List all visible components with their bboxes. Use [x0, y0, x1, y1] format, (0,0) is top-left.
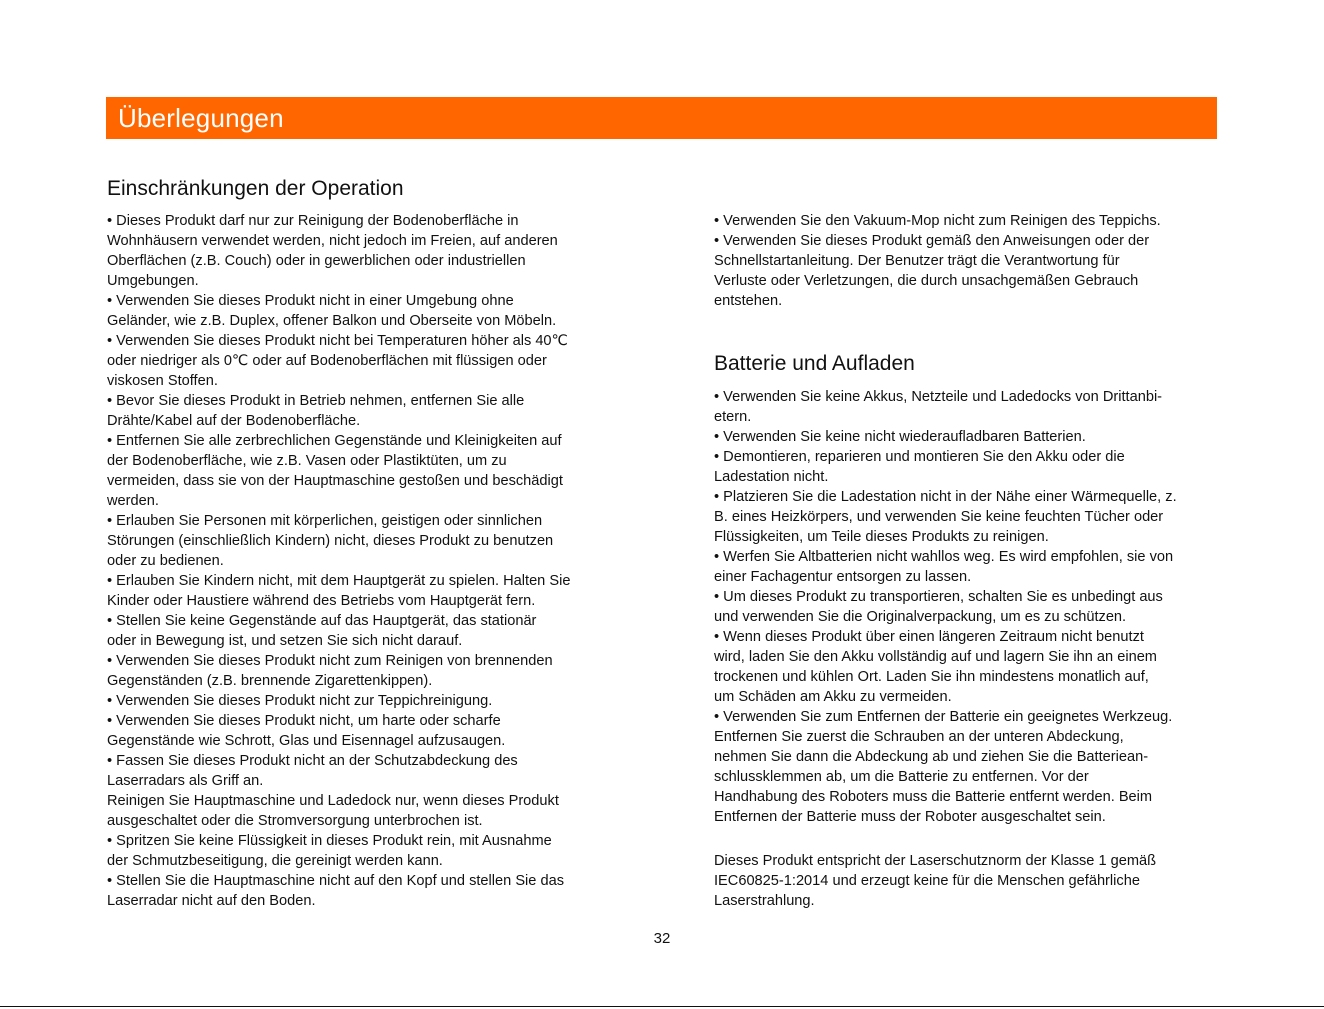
text-line: wird, laden Sie den Akku vollständig auf und lagern Sie ihn an einem: [714, 649, 1157, 665]
text-line: werden.: [107, 493, 159, 509]
text-line: Handhabung des Roboters muss die Batterie entfernt werden. Beim: [714, 789, 1153, 805]
text-line: • Verwenden Sie keine nicht wiederaufladbaren Batterien.: [714, 429, 1086, 445]
text-line: Schnellstartanleitung. Der Benutzer trägt die Verantwortung für: [714, 253, 1120, 269]
text-line: Ladestation nicht.: [714, 469, 829, 485]
text-line: • Verwenden Sie dieses Produkt gemäß den Anweisungen oder der: [714, 233, 1150, 249]
text-line: Reinigen Sie Hauptmaschine und Ladedock nur, wenn dieses Produkt: [107, 793, 559, 809]
text-line: Verluste oder Verletzungen, die durch unsachgemäßen Gebrauch: [714, 273, 1139, 289]
text-line: Störungen (einschließlich Kindern) nicht, dieses Produkt zu benutzen: [107, 533, 554, 549]
text-line: ausgeschaltet oder die Stromversorgung unterbrochen ist.: [107, 813, 483, 829]
text-line: und verwenden Sie die Originalverpackung, um es zu schützen.: [714, 609, 1127, 625]
text-line: oder in Bewegung ist, und setzen Sie sich nicht darauf.: [107, 633, 463, 649]
text-line: • Entfernen Sie alle zerbrechlichen Gegenstände und Kleinigkeiten auf: [107, 433, 562, 449]
text-line: Laserradar nicht auf den Boden.: [107, 893, 316, 909]
bottom-divider: [0, 1006, 1324, 1007]
heading-operation-limits: Einschränkungen der Operation: [107, 177, 404, 200]
text-line: • Verwenden Sie keine Akkus, Netzteile und Ladedocks von Drittanbi-: [714, 389, 1163, 405]
text-line: • Verwenden Sie dieses Produkt nicht in einer Umgebung ohne: [107, 293, 514, 309]
text-line: der Bodenoberfläche, wie z.B. Vasen oder Plastiktüten, um zu: [107, 453, 507, 469]
battery-charging-text: [714, 387, 1226, 827]
text-line: Entfernen Sie zuerst die Schrauben an der unteren Abdeckung,: [714, 729, 1124, 745]
text-line: B. eines Heizkörpers, und verwenden Sie keine feuchten Tücher oder: [714, 509, 1164, 525]
text-line: Dieses Produkt entspricht der Laserschutznorm der Klasse 1 gemäß: [714, 853, 1157, 869]
text-line: IEC60825-1:2014 und erzeugt keine für die Menschen gefährliche: [714, 873, 1140, 889]
text-line: schlussklemmen ab, um die Batterie zu entfernen. Vor der: [714, 769, 1089, 785]
text-line: oder niedriger als 0℃ oder auf Bodenoberflächen mit flüssigen oder: [107, 353, 547, 369]
text-line: • Dieses Produkt darf nur zur Reinigung der Bodenoberfläche in: [107, 213, 519, 229]
text-line: der Schmutzbeseitigung, die gereinigt werden kann.: [107, 853, 443, 869]
text-line: • Stellen Sie keine Gegenstände auf das Hauptgerät, das stationär: [107, 613, 537, 629]
text-line: Geländer, wie z.B. Duplex, offener Balkon und Oberseite von Möbeln.: [107, 313, 557, 329]
text-line: • Demontieren, reparieren und montieren Sie den Akku oder die: [714, 449, 1125, 465]
text-line: um Schäden am Akku zu vermeiden.: [714, 689, 952, 705]
section-title: Überlegungen: [118, 103, 284, 133]
text-line: • Erlauben Sie Personen mit körperlichen, geistigen oder sinnlichen: [107, 513, 543, 529]
text-line: Flüssigkeiten, um Teile dieses Produkts zu reinigen.: [714, 529, 1049, 545]
text-line: Laserradars als Griff an.: [107, 773, 264, 789]
text-line: • Platzieren Sie die Ladestation nicht in der Nähe einer Wärmequelle, z.: [714, 489, 1177, 505]
text-line: • Erlauben Sie Kindern nicht, mit dem Hauptgerät zu spielen. Halten Sie: [107, 573, 571, 589]
text-line: • Verwenden Sie dieses Produkt nicht, um harte oder scharfe: [107, 713, 501, 729]
text-line: • Verwenden Sie dieses Produkt nicht zum Reinigen von brennenden: [107, 653, 553, 669]
text-line: viskosen Stoffen.: [107, 373, 218, 389]
text-line: • Bevor Sie dieses Produkt in Betrieb nehmen, entfernen Sie alle: [107, 393, 525, 409]
page-number: 32: [653, 930, 671, 947]
text-line: entstehen.: [714, 293, 783, 309]
text-line: oder zu bedienen.: [107, 553, 224, 569]
text-line: • Spritzen Sie keine Flüssigkeit in dieses Produkt rein, mit Ausnahme: [107, 833, 552, 849]
text-line: vermeiden, dass sie von der Hauptmaschine gestoßen und beschädigt: [107, 473, 563, 489]
text-line: etern.: [714, 409, 752, 425]
text-line: Laserstrahlung.: [714, 893, 815, 909]
text-line: Gegenstände wie Schrott, Glas und Eisennagel aufzusaugen.: [107, 733, 506, 749]
text-line: • Fassen Sie dieses Produkt nicht an der Schutzabdeckung des: [107, 753, 518, 769]
text-line: • Verwenden Sie dieses Produkt nicht zur Teppichreinigung.: [107, 693, 493, 709]
text-line: trockenen und kühlen Ort. Laden Sie ihn mindestens monatlich auf,: [714, 669, 1149, 685]
text-line: Drähte/Kabel auf der Bodenoberfläche.: [107, 413, 361, 429]
text-line: Umgebungen.: [107, 273, 199, 289]
laser-compliance-text: [714, 851, 1226, 911]
text-line: Wohnhäusern verwendet werden, nicht jedoch im Freien, auf anderen: [107, 233, 558, 249]
text-line: • Um dieses Produkt zu transportieren, schalten Sie es unbedingt aus: [714, 589, 1163, 605]
text-line: • Verwenden Sie den Vakuum-Mop nicht zum Reinigen des Teppichs.: [714, 213, 1161, 229]
text-line: • Verwenden Sie dieses Produkt nicht bei Temperaturen höher als 40℃: [107, 333, 568, 349]
text-line: Entfernen der Batterie muss der Roboter ausgeschaltet sein.: [714, 809, 1106, 825]
heading-battery-charging: Batterie und Aufladen: [714, 352, 915, 375]
operation-limits-text: [107, 211, 623, 911]
text-line: • Stellen Sie die Hauptmaschine nicht auf den Kopf und stellen Sie das: [107, 873, 564, 889]
text-line: Gegenständen (z.B. brennende Zigarettenkippen).: [107, 673, 433, 689]
text-line: • Verwenden Sie zum Entfernen der Batterie ein geeignetes Werkzeug.: [714, 709, 1173, 725]
usage-notes-text: [714, 211, 1226, 311]
text-line: • Werfen Sie Altbatterien nicht wahllos weg. Es wird empfohlen, sie von: [714, 549, 1174, 565]
text-line: Oberflächen (z.B. Couch) oder in gewerblichen oder industriellen: [107, 253, 526, 269]
text-line: Kinder oder Haustiere während des Betriebs vom Hauptgerät fern.: [107, 593, 536, 609]
section-banner: [106, 97, 1217, 139]
text-line: einer Fachagentur entsorgen zu lassen.: [714, 569, 972, 585]
text-line: nehmen Sie dann die Abdeckung ab und ziehen Sie die Batteriean-: [714, 749, 1149, 765]
text-line: • Wenn dieses Produkt über einen längeren Zeitraum nicht benutzt: [714, 629, 1144, 645]
